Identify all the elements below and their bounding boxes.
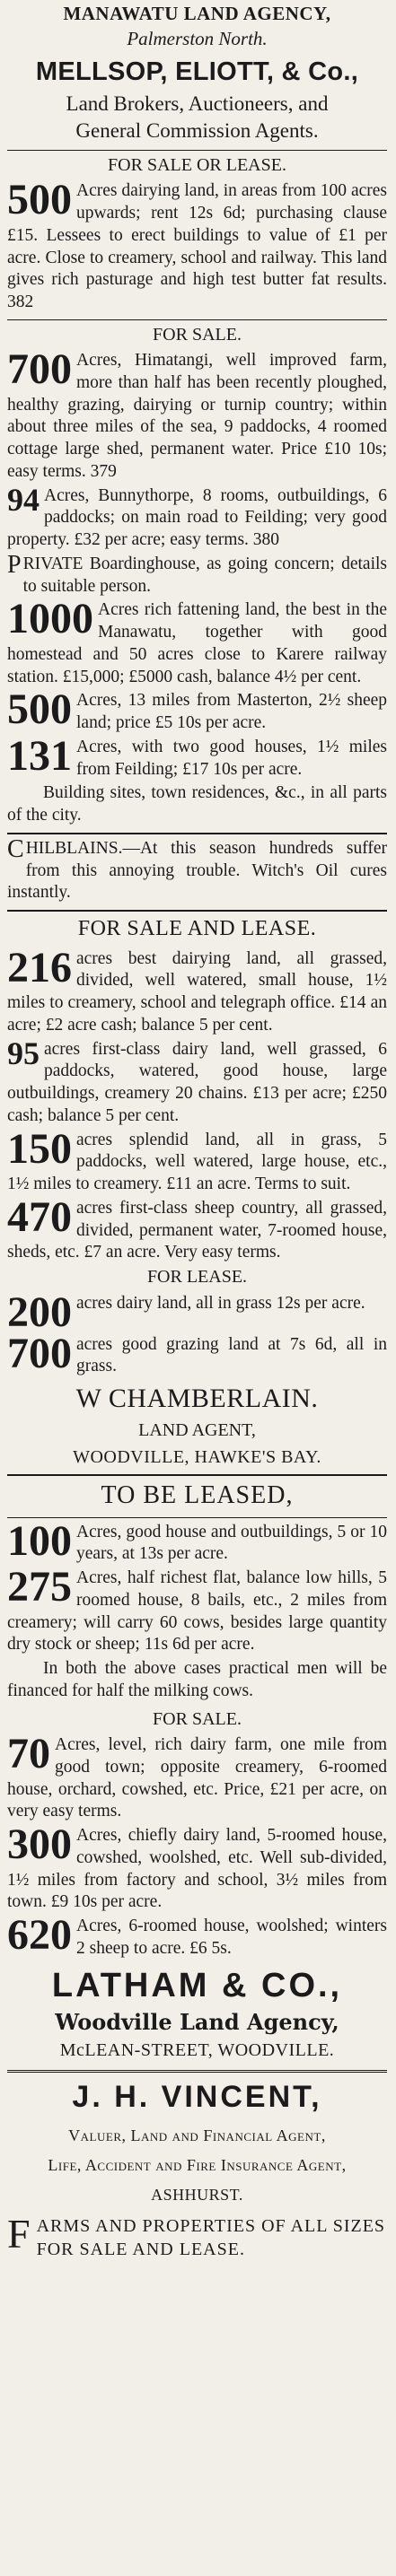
section-heading: FOR LEASE. (146, 1267, 248, 1288)
listing-text: Acres, 13 miles from Masterton, 2½ sheep land; price £5 10s per acre. (76, 691, 387, 733)
listing-text: RIVATE Boardinghouse, as going concern; details to suitable person. (22, 554, 387, 596)
listing-text: acres dairy land, all in grass 12s per acre. (76, 1293, 365, 1313)
listing-text: Acres, 6-roomed house, woolshed; winters 2 sheep to acre. £6 5s. (76, 1917, 387, 1958)
listing-text: Acres, good house and outbuildings, 5 or 10 years, at 13s per acre. (76, 1522, 387, 1564)
section-footer: Building sites, town residences, &c., in all parts of the city. (7, 783, 387, 825)
listing-item (7, 1124, 387, 1196)
agent-line: Valuer, Land and Financial Agent, (68, 2126, 326, 2144)
listing-number: 700 (7, 345, 72, 394)
listing-item (7, 1516, 387, 1567)
divider (7, 833, 387, 834)
notice-text: ARMS AND PROPERTIES OF ALL SIZES FOR SALE AND LEASE. (36, 2216, 386, 2259)
chilblains-notice (7, 834, 387, 904)
divider (7, 319, 387, 320)
listing-number: 70 (7, 1730, 50, 1778)
listing-item (7, 550, 387, 598)
agency-place: Palmerston North. (127, 27, 268, 49)
section-heading: FOR SALE. (153, 1708, 242, 1729)
notice-initial: C (7, 834, 24, 863)
listing-text: Acres, level, rich dairy farm, one mile from good town; opposite creamery, 6-roomed house, orchard, cowshed, etc. Price, £21 per acre, on very easy terms. (7, 1735, 387, 1821)
listing-item (7, 1911, 387, 1960)
section-heading: FOR SALE AND LEASE. (77, 917, 317, 941)
listing-number: 470 (7, 1192, 72, 1241)
listing-number: 1000 (7, 595, 93, 643)
listing-text: Acres, Bunnythorpe, 8 rooms, outbuildings, 6 paddocks; on main road to Feilding; very good property. £32 per acre; easy terms. 380 (7, 485, 387, 550)
listing-text: acres splendid land, all in grass, 5 paddocks, well watered, large house, etc., 1½ miles to creamery. £11 an acre. Terms to suit. (7, 1130, 387, 1194)
section-heading: FOR SALE OR LEASE. (108, 154, 286, 175)
agent-place: McLEAN-STREET, WOODVILLE. (59, 2040, 335, 2061)
listing-initial: P (7, 550, 22, 579)
listing-item (7, 595, 387, 688)
listing-number: 200 (7, 1288, 72, 1336)
section-heading: TO BE LEASED, (101, 1481, 294, 1510)
listing-item (7, 1821, 387, 1914)
agency-heading: MANAWATU LAND AGENCY, (63, 3, 331, 24)
listing-item (7, 1035, 387, 1128)
agent-title: Woodville Land Agency, (55, 2008, 339, 2035)
notice-text: HILBLAINS.—At this season hundreds suffer from this annoying trouble. Witch's Oil cures instantly. (7, 838, 387, 903)
listing-number: 95 (7, 1035, 40, 1071)
listing-item (7, 1329, 387, 1379)
listing-item (7, 481, 387, 552)
agent-name: J. H. VINCENT, (72, 2079, 322, 2114)
listing-item (7, 1730, 387, 1823)
listing-number: 216 (7, 943, 72, 991)
agent-line: Life, Accident and Fire Insurance Agent, (48, 2155, 347, 2174)
agent-place: WOODVILLE, HAWKE'S BAY. (73, 1446, 321, 1467)
divider (7, 910, 387, 912)
agent-place: ASHHURST. (151, 2185, 243, 2204)
listing-text: Acres, half richest flat, balance low hills, 5 roomed house, 8 bails, etc., 2 miles from creamery; will carry 60 cows, besides large quantity dry stock or sheep; 11s 6d per acre. (7, 1568, 387, 1655)
divider (7, 150, 387, 151)
listing-item (7, 731, 387, 782)
listing-number: 620 (7, 1911, 72, 1960)
divider (7, 1474, 387, 1476)
listing-text: Acres, chiefly dairy land, 5-roomed house, cowshed, woolshed, etc. Well sub-divided, 1½ miles from factory and school, 3½ miles from town. £9 10s per acre. (7, 1826, 387, 1912)
section-note: In both the above cases practical men will be financed for half the milking cows. (7, 1659, 387, 1700)
firm-name: MELLSOP, ELIOTT, & Co., (35, 57, 359, 87)
listing-number: 275 (7, 1563, 72, 1611)
listing-number: 300 (7, 1821, 72, 1869)
listing-text: acres first-class sheep country, all grassed, divided, permanent water, 7-roomed house, sheds, etc. £7 an acre. Very easy terms. (7, 1198, 387, 1262)
farms-notice (7, 2211, 387, 2261)
divider (7, 2070, 387, 2073)
listing-text: Acres rich fattening land, the best in the Manawatu, together with good homestead and 50 acres close to Karere railway station. £15,000; £5000 cash, balance 4½ per cent. (7, 600, 387, 686)
listing-text: acres first-class dairy land, well grassed, 6 paddocks, watered, good house, large outbuildings, creamery 20 chains. £13 per acre; £250 cash; balance 5 per cent. (7, 1039, 387, 1125)
listing-item (7, 1288, 387, 1336)
listing-item (7, 1563, 387, 1656)
listing-text: acres best dairying land, all grassed, divided, well watered, small house, 1½ miles to creamery, school and telegraph office. £14 an acre; £2 acre cash; balance 5 per cent. (7, 948, 387, 1035)
notice-initial: F (7, 2211, 31, 2257)
agent-title: LAND AGENT, (138, 1420, 256, 1441)
listing-text: Acres dairying land, in areas from 100 acres upwards; rent 12s 6d; purchasing clause £15. Lessees to erect buildings to value of £1 per acre. Close to creamery, school and railway. This land gives rich pasturage and high test butter fat results. 382 (7, 181, 387, 312)
listing-number: 700 (7, 1329, 72, 1377)
listing-number: 131 (7, 731, 72, 780)
listing-number: 500 (7, 685, 72, 734)
listing-number: 94 (7, 481, 40, 518)
listing-text: Acres, Himatangi, well improved farm, more than half has been recently ploughed, healthy grazing, dairying or turnip country; within about three miles of the sea, 9 paddocks, 4 roomed cottage large shed, permanent water. Price £10 10s; easy terms. 379 (7, 351, 387, 481)
listing-text: acres good grazing land at 7s 6d, all in grass. (76, 1334, 387, 1376)
listing-item (7, 1192, 387, 1264)
listing-text: Acres, with two good houses, 1½ miles from Feilding; £17 10s per acre. (76, 737, 387, 779)
listing-number: 500 (7, 176, 72, 224)
listing-item (7, 943, 387, 1037)
agent-name: W CHAMBERLAIN. (75, 1384, 319, 1414)
section-heading: FOR SALE. (153, 324, 242, 345)
listing-item (7, 345, 387, 484)
firm-subtitle-1: Land Brokers, Auctioneers, and (66, 92, 329, 116)
listing-item (7, 176, 387, 314)
listing-item (7, 685, 387, 735)
firm-subtitle-2: General Commission Agents. (75, 119, 319, 143)
listing-number: 150 (7, 1124, 72, 1173)
agent-name: LATHAM & CO., (51, 1966, 343, 2004)
listing-number: 100 (7, 1516, 72, 1565)
